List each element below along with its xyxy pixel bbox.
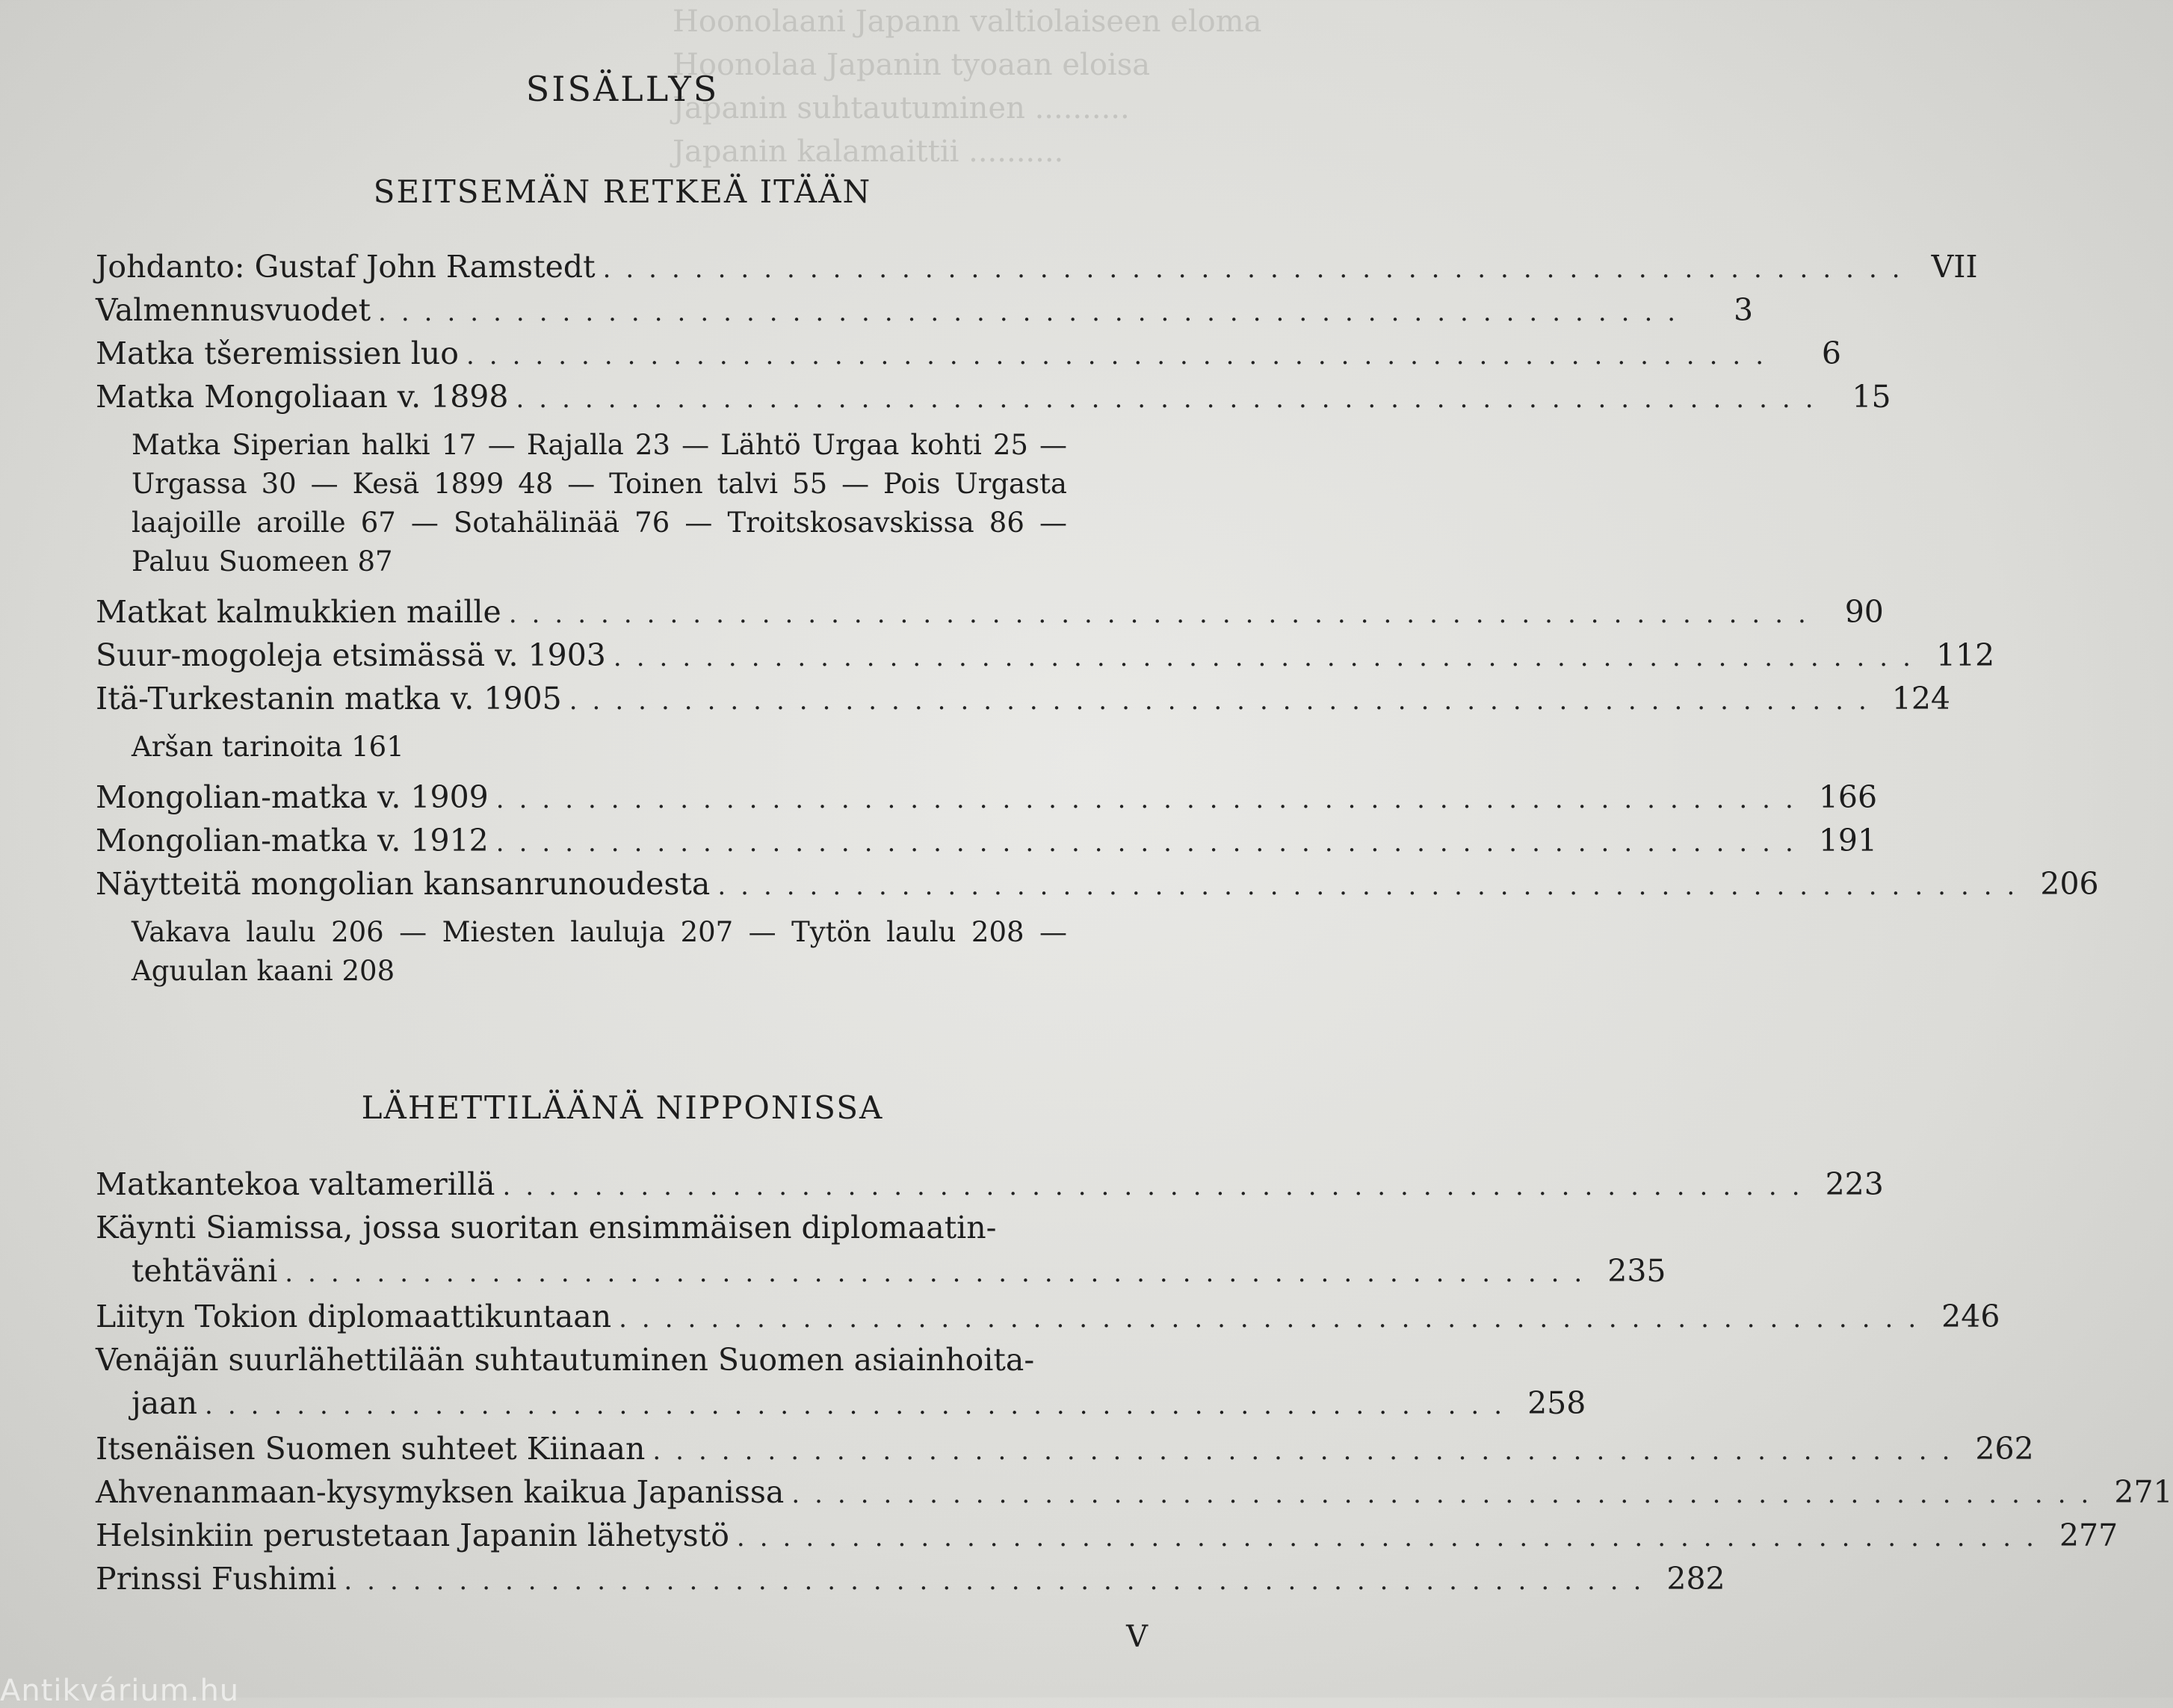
toc-entry-page: VII — [1931, 249, 1978, 285]
book-page — [96, 0, 2173, 1698]
toc-entry-title-cont: tehtäväni — [132, 1253, 278, 1289]
toc-entry-page: 112 — [1935, 637, 1995, 673]
watermark: Antikvárium.hu — [0, 1674, 240, 1708]
toc-entry — [96, 1557, 1725, 1600]
dot-leader: ......................................................... — [502, 1172, 1815, 1201]
toc-section-1 — [96, 245, 2099, 1000]
toc-entry — [96, 1295, 2000, 1338]
dot-leader: ......................................................... — [602, 254, 1915, 284]
toc-entry-title: Valmennusvuodet — [96, 292, 371, 328]
toc-entry — [96, 1427, 2034, 1470]
toc-entry-title: Itä-Turkestanin matka v. 1905 — [96, 681, 562, 717]
toc-entry-page: 3 — [1734, 292, 1754, 328]
toc-entry — [96, 1470, 2173, 1514]
toc-entry-title: Helsinkiin perustetaan Japanin lähetystö — [96, 1517, 729, 1553]
dot-leader: ......................................................... — [378, 297, 1691, 327]
toc-subentries: Vakava laulu 206 — Miesten lauluja 207 — Tytön laulu 208 — Aguulan kaani 208 — [132, 916, 1067, 987]
toc-entry-title: Mongolian-matka v. 1909 — [96, 779, 489, 815]
toc-entry-title: Mongolian-matka v. 1912 — [96, 823, 489, 858]
toc-entry-continuation — [96, 1381, 1586, 1427]
toc-entry-multiline — [96, 1206, 1666, 1295]
toc-entry-page: 191 — [1818, 823, 1878, 858]
toc-entry-page: 235 — [1607, 1253, 1666, 1289]
toc-entry-continuation — [96, 1249, 1666, 1295]
dot-leader: ......................................................... — [569, 686, 1882, 716]
toc-entry-title: Näytteitä mongolian kansanrunoudesta — [96, 866, 711, 902]
toc-entry-title: Käynti Siamissa, jossa suoritan ensimmäisen diplomaatin- — [96, 1210, 997, 1246]
page-folio: V — [1126, 1620, 1148, 1654]
toc-entry-page: 6 — [1821, 335, 1842, 371]
page-title: SISÄLLYS — [525, 69, 720, 109]
toc-entry-title: Matkantekoa valtamerillä — [96, 1166, 495, 1202]
toc-entry-multiline — [96, 1338, 1586, 1427]
toc-entry-page: 246 — [1941, 1299, 2000, 1334]
dot-leader: ......................................................... — [516, 384, 1829, 414]
toc-entry — [96, 776, 1878, 819]
toc-entry-title: Prinssi Fushimi — [96, 1561, 337, 1597]
bleed-line: Hoonolaani Japann valtiolaiseen eloma — [673, 4, 1262, 39]
toc-entry — [96, 590, 1884, 634]
toc-section-2 — [96, 1163, 2173, 1600]
toc-entry-title-cont: jaan — [132, 1385, 198, 1421]
dot-leader: ......................................................... — [205, 1390, 1518, 1420]
toc-entry-title: Matka tšeremissien luo — [96, 335, 459, 371]
bleed-line: Japanin kalamaittii .......... — [673, 134, 1064, 169]
toc-entry-page: 277 — [2059, 1517, 2118, 1553]
dot-leader: ......................................................... — [508, 599, 1821, 629]
toc-entry-title: Suur-mogoleja etsimässä v. 1903 — [96, 637, 606, 673]
dot-leader: ......................................................... — [613, 643, 1926, 672]
toc-entry-page: 206 — [2040, 866, 2099, 902]
toc-entry-title: Itsenäisen Suomen suhteet Kiinaan — [96, 1431, 646, 1467]
toc-entry-page: 271 — [2114, 1474, 2173, 1510]
dot-leader: ......................................................... — [344, 1566, 1657, 1596]
toc-entry-title: Matka Mongoliaan v. 1898 — [96, 379, 509, 415]
toc-entry-title: Liityn Tokion diplomaattikuntaan — [96, 1299, 612, 1334]
toc-entry-page: 262 — [1975, 1431, 2034, 1467]
dot-leader: ......................................................... — [466, 341, 1779, 371]
dot-leader: ......................................................... — [495, 785, 1808, 814]
toc-entry — [96, 245, 1978, 288]
bleed-line: Hoonolaa Japanin tyoaan eloisa — [673, 48, 1151, 82]
toc-entry — [96, 1163, 1884, 1206]
toc-entry-title: Ahvenanmaan-kysymyksen kaikua Japanissa — [96, 1474, 785, 1510]
toc-entry-title: Johdanto: Gustaf John Ramstedt — [96, 249, 596, 285]
toc-entry-title: Matkat kalmukkien maille — [96, 594, 501, 630]
toc-entry-page: 166 — [1818, 779, 1878, 815]
dot-leader: ......................................................... — [495, 828, 1808, 858]
dot-leader: ......................................................... — [736, 1523, 2049, 1553]
toc-entry-page: 15 — [1852, 379, 1891, 415]
toc-entry — [96, 1514, 2118, 1557]
toc-entry — [96, 819, 1878, 862]
dot-leader: ......................................................... — [652, 1436, 1965, 1466]
toc-entry-page: 282 — [1666, 1561, 1725, 1597]
toc-entry — [96, 375, 1891, 418]
toc-subentries: Matka Siperian halki 17 — Rajalla 23 — Lähtö Urgaa kohti 25 — Urgassa 30 — Kesä 1899 48 — Toinen talvi 55 — Pois Urgasta laajoille aroille 67 — Sotahälinää 76 — Troitskosavskissa 86 — Paluu Suomeen 87 — [132, 429, 1067, 578]
toc-entry-page: 258 — [1527, 1385, 1586, 1421]
dot-leader: ......................................................... — [791, 1479, 2104, 1509]
toc-entry-page: 223 — [1825, 1166, 1884, 1202]
dot-leader: ......................................................... — [717, 871, 2030, 901]
bleed-line: Japanin suhtautuminen .......... — [673, 91, 1130, 126]
toc-entry-page: 90 — [1844, 594, 1884, 630]
toc-entry-page: 124 — [1891, 681, 1951, 717]
toc-entry — [96, 288, 1754, 332]
section-heading-1: SEITSEMÄN RETKEÄ ITÄÄN — [373, 173, 872, 210]
dot-leader: ......................................................... — [285, 1258, 1598, 1288]
dot-leader: ......................................................... — [619, 1304, 1932, 1334]
toc-entry — [96, 634, 1995, 677]
toc-entry — [96, 862, 2099, 906]
toc-entry — [96, 677, 1951, 720]
toc-entry-title: Venäjän suurlähettilään suhtautuminen Suomen asiainhoita- — [96, 1342, 1035, 1378]
toc-entry — [96, 332, 1842, 375]
section-heading-2: LÄHETTILÄÄNÄ NIPPONISSA — [361, 1089, 884, 1126]
toc-subentries: Aršan tarinoita 161 — [132, 731, 404, 763]
